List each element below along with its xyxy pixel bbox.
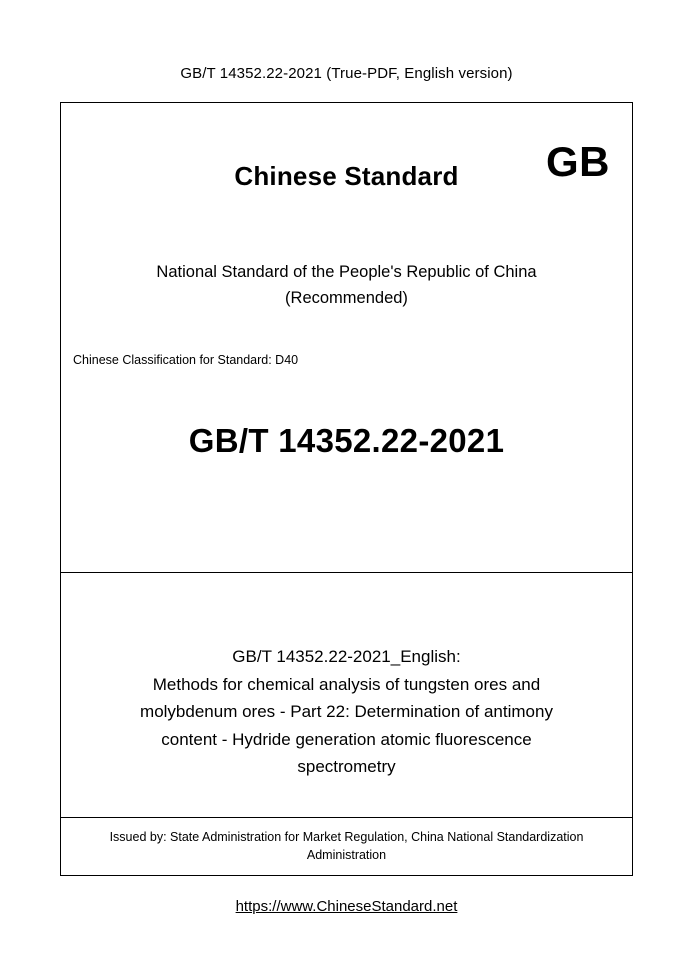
national-standard-block [61, 192, 632, 311]
issuing-authority: Issued by: State Administration for Market Regulation, China National Standardization Administration [109, 830, 584, 863]
standard-title-line-3: molybdenum ores - Part 22: Determination of antimony [140, 702, 553, 722]
cover-frame [60, 102, 633, 876]
national-standard-line-1: National Standard of the People's Republic of China [156, 263, 537, 281]
chinese-standard-heading: Chinese Standard [234, 161, 459, 191]
standard-title-line-5: spectrometry [297, 757, 396, 777]
cover-top-section [61, 103, 632, 573]
footer-website [0, 876, 693, 915]
standard-title-line-1: GB/T 14352.22-2021_English: [232, 647, 461, 666]
classification-code: Chinese Classification for Standard: D40 [73, 353, 299, 368]
footer-website-link[interactable]: https://www.ChineseStandard.net [235, 898, 458, 916]
cover-title-section [61, 573, 632, 818]
national-standard-line-2: (Recommended) [285, 288, 408, 307]
page-header-title: GB/T 14352.22-2021 (True-PDF, English version) [180, 65, 513, 82]
standard-number: GB/T 14352.22-2021 [188, 422, 505, 460]
standard-title-block [118, 573, 575, 781]
gb-logo-mark: GB [546, 138, 610, 185]
standard-title-line-4: content - Hydride generation atomic fluorescence [161, 729, 532, 749]
standard-title-line-2: Methods for chemical analysis of tungsten ores and [152, 674, 541, 694]
